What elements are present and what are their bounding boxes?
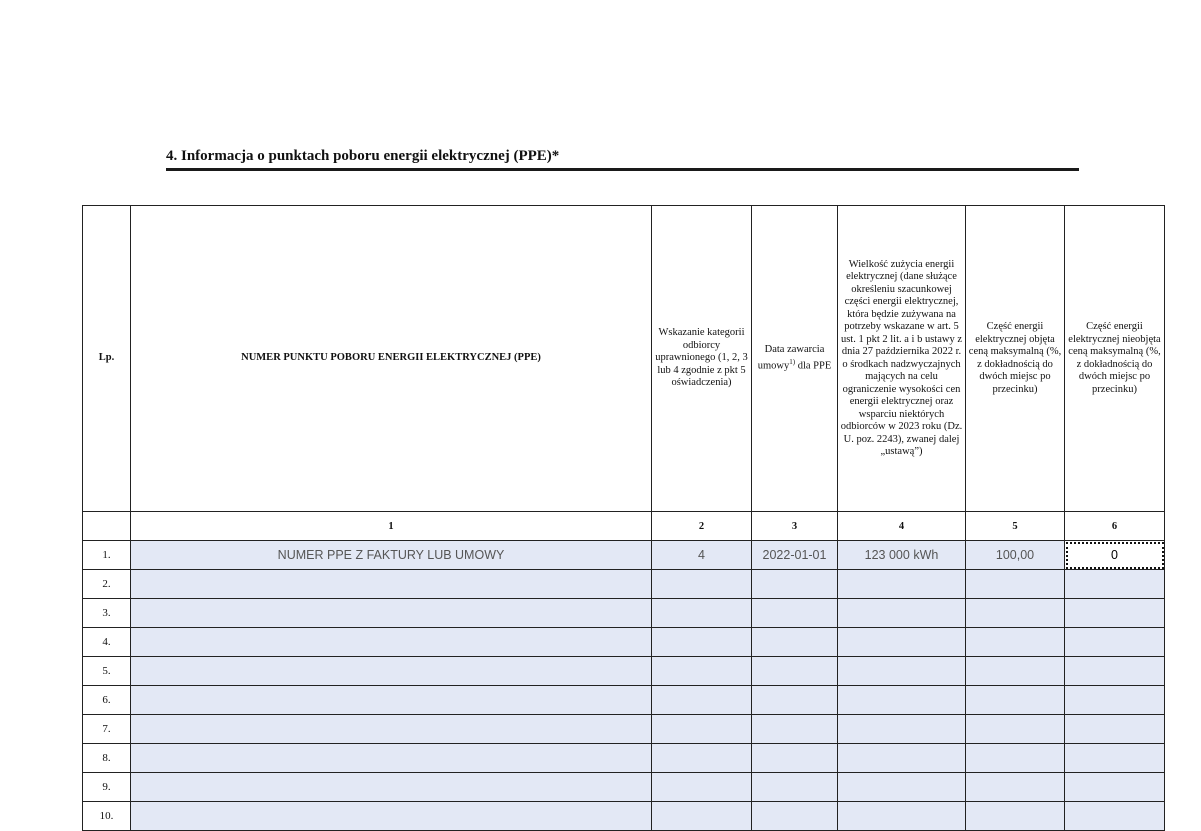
contract-date-field[interactable] — [752, 570, 838, 599]
column-number-empty — [83, 512, 131, 541]
contract-date-field[interactable] — [752, 686, 838, 715]
not-covered-percent-field[interactable] — [1065, 773, 1165, 802]
usage-field[interactable] — [838, 744, 966, 773]
row-number: 5. — [83, 657, 131, 686]
not-covered-percent-field[interactable] — [1065, 686, 1165, 715]
header-ppe-number: NUMER PUNKTU POBORU ENERGII ELEKTRYCZNEJ (PPE) — [131, 206, 652, 512]
header-not-covered-text: Część energii elektrycznej nieobjęta ceną maksymalną (%, z dokładnością do dwóch miejsc po przecinku) — [1068, 321, 1161, 395]
table-row — [83, 686, 1165, 715]
usage-field[interactable] — [838, 628, 966, 657]
contract-date-field[interactable] — [752, 657, 838, 686]
row-number: 9. — [83, 773, 131, 802]
header-row — [83, 206, 1165, 512]
row-number: 6. — [83, 686, 131, 715]
not-covered-percent-field[interactable]: 0 — [1065, 541, 1165, 570]
row-number: 8. — [83, 744, 131, 773]
usage-field[interactable] — [838, 599, 966, 628]
table-row — [83, 570, 1165, 599]
header-category-text: Wskazanie kategorii odbiorcy uprawnionego (1, 2, 3 lub 4 zgodnie z pkt 5 oświadczenia) — [655, 327, 748, 389]
category-field[interactable] — [652, 657, 752, 686]
column-number: 5 — [966, 512, 1065, 541]
table-row — [83, 773, 1165, 802]
column-number: 2 — [652, 512, 752, 541]
footnote-ref: 1) — [789, 358, 796, 367]
not-covered-percent-field[interactable] — [1065, 599, 1165, 628]
contract-date-field[interactable]: 2022-01-01 — [752, 541, 838, 570]
category-field[interactable] — [652, 628, 752, 657]
ppe-number-field[interactable] — [131, 715, 652, 744]
category-field[interactable] — [652, 570, 752, 599]
header-contract-date — [752, 206, 838, 512]
header-not-covered — [1065, 206, 1165, 512]
header-category — [652, 206, 752, 512]
covered-percent-field[interactable] — [966, 744, 1065, 773]
not-covered-percent-field[interactable] — [1065, 715, 1165, 744]
header-usage-text: Wielkość zużycia energii elektrycznej (dane służące określeniu szacunkowej części energii elektrycznej, która będzie zużywana na potrzeby wskazane w art. 5 ust. 1 pkt 2 lit. a i b ustawy z dnia 27 października 2022 r. o środkach nadzwyczajnych mających na celu ograniczenie wysokości cen energii elektrycznej oraz wsparciu niektórych odbiorców w 2023 roku (Dz. U. poz. 2243), zwanej dalej „ustawą”) — [840, 258, 963, 457]
contract-date-field[interactable] — [752, 773, 838, 802]
not-covered-percent-field[interactable] — [1065, 570, 1165, 599]
row-number: 4. — [83, 628, 131, 657]
row-number: 1. — [83, 541, 131, 570]
covered-percent-field[interactable] — [966, 628, 1065, 657]
header-usage — [838, 206, 966, 512]
table-row — [83, 599, 1165, 628]
covered-percent-field[interactable] — [966, 715, 1065, 744]
column-number: 4 — [838, 512, 966, 541]
covered-percent-field[interactable] — [966, 773, 1065, 802]
row-number: 7. — [83, 715, 131, 744]
covered-percent-field[interactable] — [966, 802, 1065, 831]
category-field[interactable] — [652, 599, 752, 628]
contract-date-field[interactable] — [752, 715, 838, 744]
column-number: 6 — [1065, 512, 1165, 541]
table-row — [83, 802, 1165, 831]
contract-date-field[interactable] — [752, 744, 838, 773]
usage-field[interactable]: 123 000 kWh — [838, 541, 966, 570]
ppe-number-field[interactable] — [131, 686, 652, 715]
category-field[interactable] — [652, 802, 752, 831]
ppe-table — [82, 205, 1165, 831]
usage-field[interactable] — [838, 686, 966, 715]
ppe-number-field[interactable]: NUMER PPE Z FAKTURY LUB UMOWY — [131, 541, 652, 570]
column-number: 3 — [752, 512, 838, 541]
usage-field[interactable] — [838, 657, 966, 686]
column-number-row — [83, 512, 1165, 541]
usage-field[interactable] — [838, 715, 966, 744]
covered-percent-field[interactable] — [966, 686, 1065, 715]
header-contract-date-suffix: dla PPE — [795, 360, 832, 372]
covered-percent-field[interactable]: 100,00 — [966, 541, 1065, 570]
not-covered-percent-field[interactable] — [1065, 628, 1165, 657]
category-field[interactable] — [652, 773, 752, 802]
table-row — [83, 715, 1165, 744]
category-field[interactable] — [652, 744, 752, 773]
row-number: 3. — [83, 599, 131, 628]
category-field[interactable] — [652, 686, 752, 715]
header-contract-date-text: Data zawarcia umowy — [757, 343, 825, 372]
ppe-number-field[interactable] — [131, 744, 652, 773]
row-number: 2. — [83, 570, 131, 599]
ppe-number-field[interactable] — [131, 628, 652, 657]
ppe-number-field[interactable] — [131, 773, 652, 802]
ppe-number-field[interactable] — [131, 657, 652, 686]
covered-percent-field[interactable] — [966, 657, 1065, 686]
contract-date-field[interactable] — [752, 628, 838, 657]
table-row — [83, 744, 1165, 773]
column-number: 1 — [131, 512, 652, 541]
ppe-number-field[interactable] — [131, 599, 652, 628]
not-covered-percent-field[interactable] — [1065, 802, 1165, 831]
category-field[interactable] — [652, 715, 752, 744]
header-covered-text: Część energii elektrycznej objęta ceną maksymalną (%, z dokładnością do dwóch miejsc po przecinku) — [968, 321, 1062, 395]
contract-date-field[interactable] — [752, 802, 838, 831]
table-row — [83, 628, 1165, 657]
category-field[interactable]: 4 — [652, 541, 752, 570]
header-covered — [966, 206, 1065, 512]
contract-date-field[interactable] — [752, 599, 838, 628]
usage-field[interactable] — [838, 570, 966, 599]
ppe-number-field[interactable] — [131, 570, 652, 599]
covered-percent-field[interactable] — [966, 570, 1065, 599]
ppe-number-field[interactable] — [131, 802, 652, 831]
usage-field[interactable] — [838, 773, 966, 802]
section-title: 4. Informacja o punktach poboru energii elektrycznej (PPE)* — [166, 148, 1079, 171]
covered-percent-field[interactable] — [966, 599, 1065, 628]
row-number: 10. — [83, 802, 131, 831]
table-row — [83, 657, 1165, 686]
header-lp: Lp. — [83, 206, 131, 512]
usage-field[interactable] — [838, 802, 966, 831]
not-covered-percent-field[interactable] — [1065, 744, 1165, 773]
not-covered-percent-field[interactable] — [1065, 657, 1165, 686]
table-row — [83, 541, 1165, 570]
